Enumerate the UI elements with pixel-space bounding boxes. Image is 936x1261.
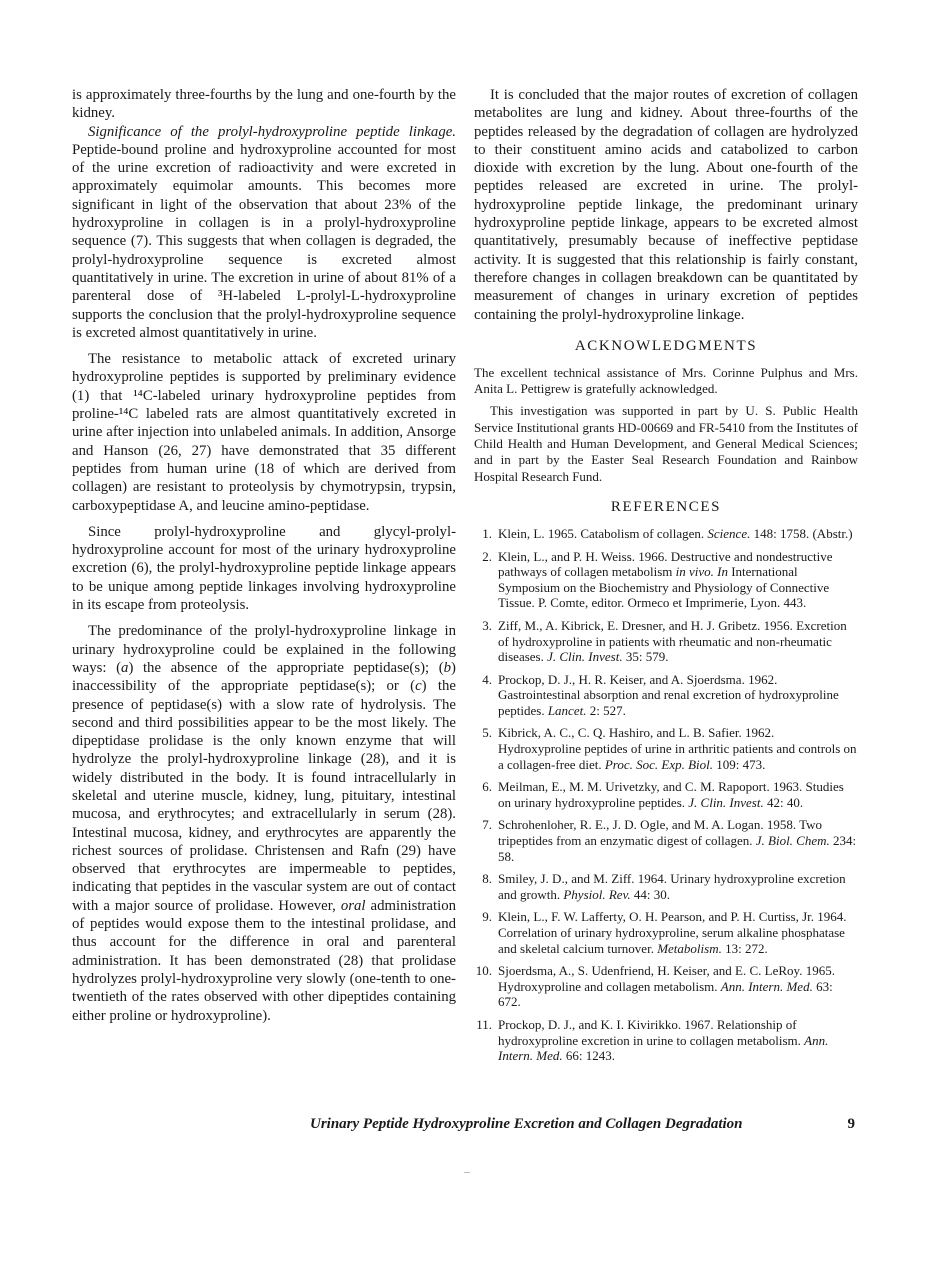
reference-number: 2. (482, 548, 492, 564)
reference-number: 10. (475, 963, 492, 979)
right-column (474, 86, 858, 1071)
reference-item (474, 1017, 858, 1064)
reference-journal: Physiol. Rev. (563, 886, 631, 902)
reference-number: 5. (482, 725, 492, 741)
reference-volume: 63: 672. (498, 978, 833, 1010)
italic-run: b (443, 659, 452, 676)
reference-text: Prockop, D. J., and K. I. Kivirikko. 1967. Relationship of hydroxyproline excretion in urine to collagen metabolism. (498, 1016, 805, 1048)
reference-volume: 44: 30. (630, 886, 670, 902)
text-run: The predominance of the prolyl-hydroxyproline linkage in urinary hydroxyproline could be explained in the following ways: ( (72, 623, 456, 676)
reference-number: 6. (482, 779, 492, 795)
reference-item (474, 871, 858, 902)
reference-journal: Ann. Intern. Med. (498, 1032, 829, 1064)
reference-text: Schrohenloher, R. E., J. D. Ogle, and M. A. Logan. 1958. Two tripeptides from an enzymatic digest of collagen. (498, 817, 823, 849)
paragraph-linkage: Since prolyl-hydroxyproline and glycyl-prolyl-hydroxyproline account for most of the urinary hydroxyproline excretion (6), the prolyl-hydroxyproline peptide linkage appears to be unique among peptide linkages involving hydroxyproline in its escape from proteolysis. (72, 523, 456, 614)
paragraph-text: Peptide-bound proline and hydroxyproline accounted for most of the urine excretion of radioactivity and were excreted in approximately equimolar amounts. This becomes more significant in light of the observation that about 23% of the hydroxyproline in collagen is in a prolyl-hydroxyproline sequence (7). This suggests that when collagen is degraded, the prolyl-hydroxyproline sequence is excreted almost quantitatively in urine. The excretion in urine of about 81% of a parenteral dose of ³H-labeled L-prolyl-L-hydroxyproline supports the conclusion that the prolyl-hydroxyproline sequence is excreted almost quantitatively in urine. (72, 141, 456, 341)
running-title: Urinary Peptide Hydroxyproline Excretion and Collagen Degradation (310, 1116, 743, 1132)
reference-journal: Metabolism. (657, 940, 722, 956)
reference-text: Ziff, M., A. Kibrick, E. Dresner, and H. J. Gribetz. 1956. Excretion of hydroxyproline in patients with rheumatic and non-rheumatic diseases. (498, 617, 847, 665)
references-heading: REFERENCES (610, 498, 722, 515)
paragraph-resistance: The resistance to metabolic attack of excreted urinary hydroxyproline peptides is supported by preliminary evidence (1) that ¹⁴C-labeled urinary hydroxyproline peptides from proline-¹⁴C labeled rats are almost quantitatively excreted in urine after injection into unlabeled animals. In addition, Ansorge and Hanson (26, 27) have demonstrated that 35 different peptides from human urine (18 of which are derived from collagen) are resistant to proteolysis by chymotrypsin, trypsin, carboxypeptidase A, and leucine amino-peptidase. (72, 351, 456, 514)
reference-item (474, 549, 858, 611)
reference-text: Meilman, E., M. M. Urivetzky, and C. M. Rapoport. 1963. Studies on urinary hydroxyproline peptides. (498, 779, 844, 810)
text-run: ) the presence of peptidase(s) with a slow rate of hydrolysis. The second and third possibilities appear to be the most likely. The dipeptidase prolidase is the only known enzyme that will hydrolyze the prolyl-hydroxyproline linkage (28), and it is widely distributed in the body. It is found intracellularly in skeletal and uterine muscle, kidney, lung, pituitary, intestinal mucosa, and erythrocytes; and extracellularly in serum (28). Intestinal mucosa, kidney, and erythrocytes are apparently the richest sources of prolidase. Christensen and Rafn (29) have observed that erythrocytes are impermeable to peptides, indicating that peptides in the vascular system are out of contact with a major source of prolidase. However, (72, 678, 456, 914)
italic-run: a (121, 659, 129, 676)
reference-volume: 42: 40. (763, 794, 804, 810)
reference-number: 3. (482, 617, 492, 633)
reference-journal: in vivo. In (675, 564, 728, 580)
reference-number: 9. (482, 909, 492, 925)
reference-text: Klein, L., and P. H. Weiss. 1966. Destructive and nondestructive pathways of collagen metabolism (498, 548, 833, 580)
italic-run: c (415, 678, 422, 695)
reference-volume: 2: 527. (586, 702, 626, 718)
reference-number: 4. (482, 671, 492, 687)
runin-heading: Significance of the prolyl-hydroxyproline peptide linkage. (88, 123, 456, 140)
reference-journal: J. Clin. Invest. (547, 649, 623, 665)
page-number: 9 (847, 1116, 855, 1132)
reference-text: Sjoerdsma, A., S. Udenfriend, H. Keiser, and E. C. LeRoy. 1965. Hydroxyproline and collagen metabolism. (498, 963, 835, 994)
reference-number: 11. (476, 1016, 492, 1032)
reference-item (474, 672, 858, 719)
reference-number: 1. (482, 525, 492, 541)
reference-volume: International Symposium on the Biochemistry and Physiology of Connective Tissue. P. Comte, editor. Ormeco et Imprimerie, Lyon. 443. (498, 564, 830, 611)
reference-text: Prockop, D. J., H. R. Keiser, and A. Sjoerdsma. 1962. Gastrointestinal absorption and renal excretion of hydroxyproline peptides. (498, 671, 839, 718)
reference-item (474, 909, 858, 956)
reference-text: Klein, L. 1965. Catabolism of collagen. (498, 525, 708, 541)
reference-volume: 66: 1243. (562, 1048, 615, 1064)
reference-item (474, 779, 858, 810)
running-footer (310, 1116, 855, 1133)
reference-journal: Science. (707, 525, 751, 541)
acknowledgment-text: The excellent technical assistance of Mrs. Corinne Pulphus and Mrs. Anita L. Pettigrew is gratefully acknowledged. (474, 364, 858, 397)
reference-journal: Ann. Intern. Med. (720, 978, 813, 994)
reference-volume: 148: 1758. (Abstr.) (750, 525, 853, 541)
reference-item (474, 963, 858, 1010)
reference-journal: Lancet. (547, 702, 587, 718)
paragraph-conclusion: It is concluded that the major routes of excretion of collagen metabolites are lung and kidney. About three-fourths of the peptides released by the degradation of collagen are hydrolyzed to their constituent amino acids and catabolized to carbon dioxide with excretion by the lung. About one-fourth of the peptides released are excreted in urine. The prolyl-hydroxyproline peptide linkage, the predominant urinary hydroxyproline peptide linkage, appears to be excreted almost quantitatively, presumably because of ineffective peptidase activity. It is suggested that this relationship is fairly constant, therefore changes in collagen breakdown can be quantitated by measurement of changes in urinary excretion of peptides containing the prolyl-hydroxyproline linkage. (474, 87, 858, 323)
text-run: ) the absence of the appropriate peptidase(s); ( (128, 659, 444, 676)
reference-number: 7. (482, 817, 492, 833)
reference-number: 8. (482, 871, 492, 887)
funding-text: This investigation was supported in part by U. S. Public Health Service Institutional grants HD-00669 and FR-5410 from the Institutes of Child Health and Human Development, and General Medical Sciences; and in part by the Easter Seal Research Foundation and Rainbow Hospital Research Fund. (474, 403, 858, 484)
reference-volume: 13: 272. (721, 940, 768, 956)
paragraph-predominance (72, 622, 456, 1025)
text-run: administration of peptides would expose them to the intestinal prolidase, and thus account for the difference in oral and parenteral administration. It has been demonstrated (28) that prolidase hydrolyzes prolyl-hydroxyproline very slowly (one-tenth to one-twentieth of the rates observed with other dipeptides containing either proline or hydroxyproline). (72, 897, 456, 1024)
reference-journal: J. Biol. Chem. (755, 833, 830, 849)
reference-journal: J. Clin. Invest. (688, 794, 764, 810)
reference-item (474, 618, 858, 665)
reference-list (474, 526, 858, 1064)
reference-volume: 109: 473. (713, 756, 766, 772)
reference-volume: 35: 579. (622, 649, 669, 665)
italic-run: oral (340, 897, 366, 914)
reference-item (474, 817, 858, 864)
reference-item (474, 725, 858, 772)
reference-text: Kibrick, A. C., C. Q. Hashiro, and L. B. Safier. 1962. Hydroxyproline peptides of urine in arthritic patients and controls on a collagen-free diet. (498, 725, 857, 772)
reference-text: Klein, L., F. W. Lafferty, O. H. Pearson, and P. H. Curtiss, Jr. 1964. Correlation of urinary hydroxyproline, serum alkaline phosphatase and skeletal calcium turnover. (498, 909, 847, 956)
reference-item (474, 526, 858, 542)
paragraph-significance (72, 123, 456, 343)
page-mark (464, 1172, 470, 1173)
acknowledgments-heading: ACKNOWLEDGMENTS (574, 337, 758, 354)
left-column (72, 86, 456, 1025)
reference-journal: Proc. Soc. Exp. Biol. (604, 756, 714, 772)
text-run: ) inaccessibility of the appropriate peptidase(s); or ( (72, 659, 456, 695)
paragraph-continuation: is approximately three-fourths by the lung and one-fourth by the kidney. (72, 87, 456, 122)
reference-text: Smiley, J. D., and M. Ziff. 1964. Urinary hydroxyproline excretion and growth. (498, 871, 846, 902)
reference-volume: 234: 58. (498, 833, 857, 864)
